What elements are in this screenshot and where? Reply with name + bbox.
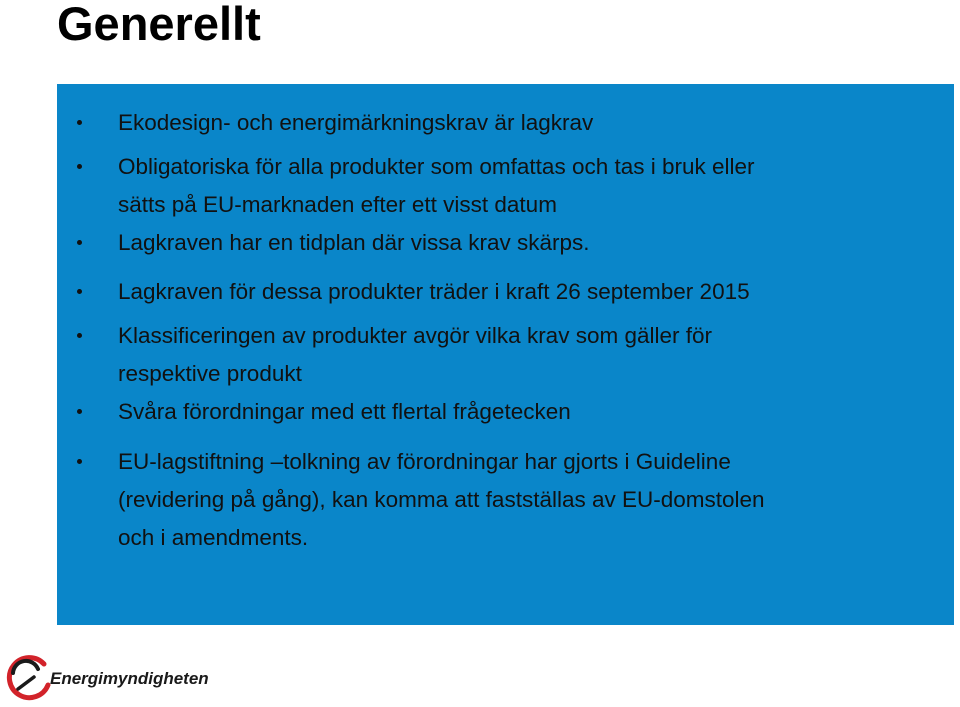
bullet-text	[118, 317, 908, 393]
bullet-dot-icon	[77, 409, 82, 414]
bullet-line: Ekodesign- och energimärkningskrav är lagkrav	[118, 110, 594, 135]
bullet-text	[118, 273, 908, 311]
bullet-text	[118, 104, 908, 142]
bullet-line: respektive produkt	[118, 361, 302, 386]
content-panel	[57, 84, 954, 625]
bullet-dot-icon	[77, 120, 82, 125]
bullet-line: Obligatoriska för alla produkter som omfattas och tas i bruk eller	[118, 154, 755, 179]
slide-title: Generellt	[57, 0, 261, 50]
bullet-line: och i amendments.	[118, 525, 309, 550]
bullet-line: (revidering på gång), kan komma att fastställas av EU-domstolen	[118, 487, 765, 512]
bullet-line: Klassificeringen av produkter avgör vilka krav som gäller för	[118, 323, 712, 348]
bullet-dot-icon	[77, 333, 82, 338]
bullet-line: sätts på EU-marknaden efter ett visst datum	[118, 192, 557, 217]
bullet-dot-icon	[77, 459, 82, 464]
bullet-line: Lagkraven har en tidplan där vissa krav skärps.	[118, 230, 590, 255]
bullet-dot-icon	[77, 289, 82, 294]
bullet-dot-icon	[77, 240, 82, 245]
bullet-line: EU-lagstiftning –tolkning av förordningar har gjorts i Guideline	[118, 449, 731, 474]
bullet-line: Lagkraven för dessa produkter träder i kraft 26 september 2015	[118, 279, 750, 304]
energimyndigheten-logo	[4, 655, 209, 701]
bullet-text	[118, 443, 908, 557]
bullet-line: Svåra förordningar med ett flertal frågetecken	[118, 399, 571, 424]
bullet-text	[118, 224, 908, 262]
energimyndigheten-logo-icon	[4, 655, 54, 701]
bullet-dot-icon	[77, 164, 82, 169]
logo-text: Energimyndigheten	[50, 669, 209, 688]
bullet-text	[118, 148, 908, 224]
bullet-text	[118, 393, 908, 431]
